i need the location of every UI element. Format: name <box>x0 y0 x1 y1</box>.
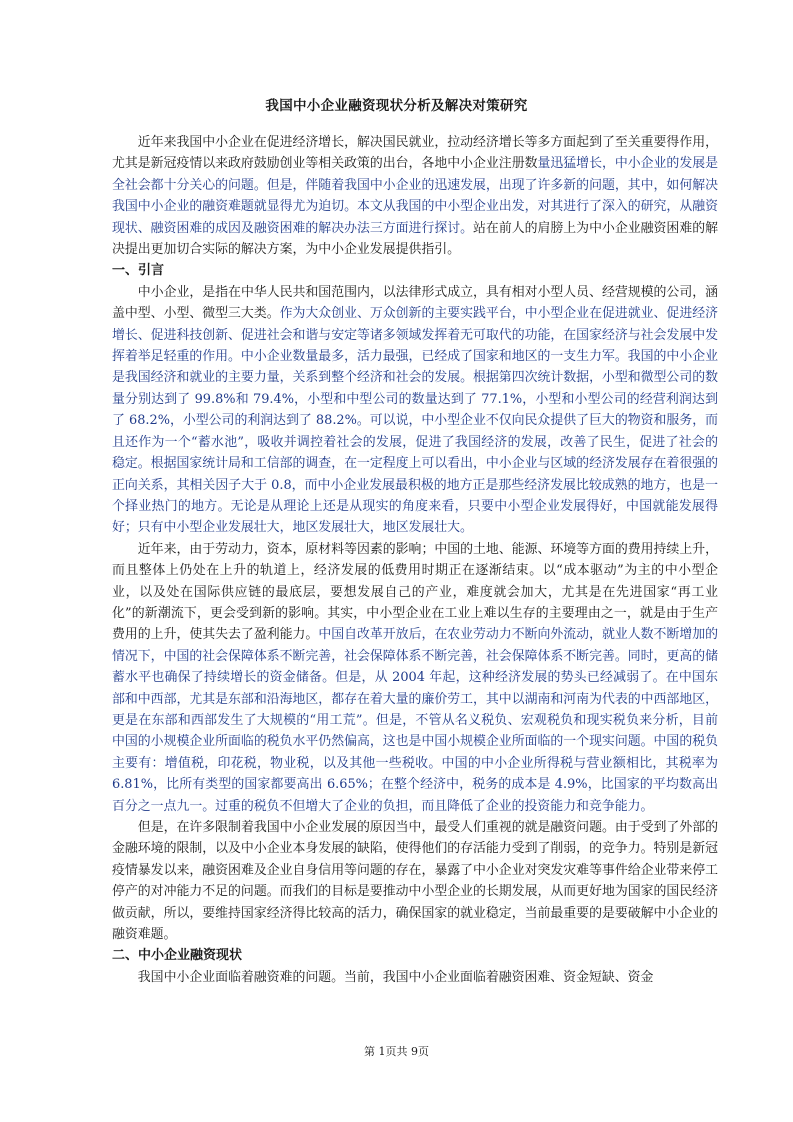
section-heading-financing-status: 二、中小企业融资现状 <box>112 948 243 964</box>
document-title: 我国中小企业融资现状分析及解决对策研究 <box>265 98 528 114</box>
intro-p1-text-b: 作为大众创业、万众创新的主要实践平台，中小型企业在促进就业、促进经济增长、促进科技创新、促进社会和谐与安定等诸多领域发挥着无可取代的功能，在国家经济与社会发展中发挥着举足轻重的作用。中小企业数量最多，活力最强，已经成了国家和地区的一支生力军。我国的中小企业是我国经济和就业的主要力量，关系到整个经济和社会的发展。根据第四次统计数据，小型和微型公司的数量分别达到了 99.8%和 79.4%，小型和中型公司的数量达到了 77.1%，小型和小型公司的经营利润达到了 68.2%，小型公司的利润达到了 88.2%。可以说，中小型企业不仅向民众提供了巨大的物资和服务，而且还作为一个“蓄水池”，吸收并调控着社会的发展，促进了我国经济的发展，改善了民生，促进了社会的稳定。根据国家统计局和工信部的调查，在一定程度上可以看出，中小企业与区域的经济发展存在着很强的正向关系，其相关因子大于 0.8，而中小企业发展最积极的地方正是那些经济发展比较成熟的地方，也是一个择业热门的地方。无论是从理论上还是从现实的角度来看，只要中小型企业发展得好，中国就能发展得好；只有中小型企业发展壮大，地区发展壮大，地区发展壮大。 <box>112 306 719 536</box>
intro-paragraph-1 <box>112 282 718 539</box>
abstract-paragraph <box>112 132 718 260</box>
intro-paragraph-3: 但是，在许多限制着我国中小企业发展的原因当中，最受人们重视的就是融资问题。由于受到了外部的金融环境的限制，以及中小企业本身发展的缺陷，使得他们的存活能力受到了削弱，的竞争力。特别是新冠疫情暴发以来，融资困难及企业自身信用等问题的存在，暴露了中小企业对突发灾难等事件给企业带来停工停产的对冲能力不足的问题。而我们的目标是要推动中小型企业的长期发展，从而更好地为国家的国民经济做贡献，所以，要维持国家经济得比较高的活力，确保国家的就业稳定，当前最重要的是要破解中小企业的融资难题。 <box>112 820 718 943</box>
intro-paragraph-2 <box>112 539 718 817</box>
section-heading-introduction: 一、引言 <box>112 263 165 279</box>
abstract-text-2: 量迅猛增长，中小企业的发展是全社会都十分关心的问题。但是，伴随着我国中小企业的迅速发展，出现了许多新的问题，其中，如何解决我国中小企业的融资难题就显得尤为迫切。本文从我国的中小型企业出发，对其进行了深入的研究，从融资现状、融资困难的成因及融资困难的解决办法三方面进行探讨。 <box>112 156 719 236</box>
intro-p2-text-a: 近年来，由于劳动力，资本，原材料等因素的影响；中国的土地、能源、环境等方面的费用持续上升，而且整体上仍处在上升的轨道上，经济发展的低费用时期正在逐渐结束。以“成本驱动”为主的中小型企业，以及处在国际供应链的最底层，要想发展自己的产业，难度就会加大，尤其是在先进国家“再工业化”的新潮流下，更会受到新的影响。其实，中小型企业在工业上难以生存的主要理由之一，就是由于生产费用的上升，使其失去了盈利能力。 <box>112 541 718 643</box>
abstract-text-1: 近年来我国中小企业在促进经济增长，解决国民就业，拉动经济增长等多方面起到了至关重要得作用，尤其是新冠疫情以来政府鼓励创业等相关政策的出台，各地中小企业注册数 <box>112 135 718 172</box>
intro-p2-text-b: 中国自改革开放后，在农业劳动力不断向外流动，就业人数不断增加的情况下，中国的社会保障体系不断完善，社会保障体系不断完善，社会保障体系不断完善。同时，更高的储蓄水平也确保了持续增长的资金储备。但是，从 2004 年起，这种经济发展的势头已经减弱了。在中国东部和中西部，尤其是东部和沿海地区，都存在着大量的廉价劳工，其中以湖南和河南为代表的中西部地区，更是在东部和西部发生了大规模的“用工荒”。但是，不管从名义税负、宏观税负和现实税负来分析，目前中国的小规模企业所面临的税负水平仍然偏高，这也是中国小规模企业所面临的一个现实问题。中国的税负主要有：增值税，印花税，物业税，以及其他一些税收。中国的中小企业所得税与营业额相比，其税率为 6.81%，比所有类型的国家都要高出 6.65%；在整个经济中，税务的成本是 4.9%，比国家的平均数高出百分之一点九一。过重的税负不但增大了企业的负担，而且降低了企业的投资能力和竞争能力。 <box>112 627 719 814</box>
financing-paragraph-1: 我国中小企业面临着融资难的问题。当前，我国中小企业面临着融资困难、资金短缺、资金 <box>137 969 654 985</box>
page-number: 第 1页共 9页 <box>364 1045 429 1058</box>
intro-p1-text-a: 中小企业，是指在中华人民共和国范围内，以法律形式成立，具有相对小型人员、经营规模的公司，涵盖中型、小型、微型三大类。 <box>112 284 718 322</box>
abstract-text-3: 站在前人的肩膀上为中小企业融资困难的解决提出更加切合实际的解决方案，为中小企业发展提供指引。 <box>112 220 719 258</box>
document-body <box>112 132 718 988</box>
